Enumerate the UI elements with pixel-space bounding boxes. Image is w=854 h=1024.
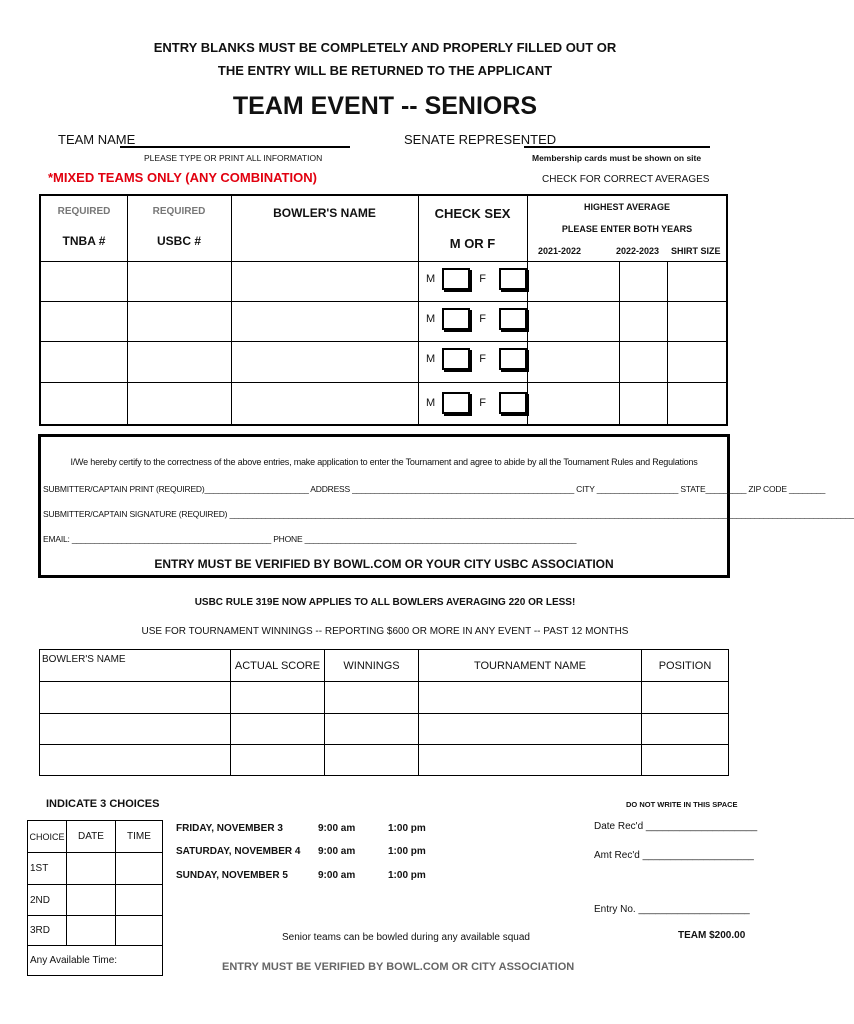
choice-header: CHOICE — [28, 821, 67, 853]
f-label: F — [479, 396, 487, 409]
winnings-table — [39, 649, 729, 776]
usbc-header: USBC # — [156, 234, 201, 248]
m-checkbox[interactable] — [442, 308, 470, 330]
membership-note: Membership cards must be shown on site — [532, 153, 702, 163]
senior-note: Senior teams can be bowled during any available squad — [282, 932, 530, 943]
header-line-1: ENTRY BLANKS MUST BE COMPLETELY AND PROPERLY FILLED OUT OR — [153, 40, 617, 55]
senate-label: SENATE REPRESENTED — [404, 132, 557, 147]
amount-received-field: Amt Rec'd ____________________ — [594, 850, 754, 861]
table-row — [40, 745, 729, 776]
bowler-name-header: BOWLER'S NAME — [273, 206, 376, 220]
shirt-size-header: SHIRT SIZE — [671, 246, 721, 256]
column-header: TOURNAMENT NAME — [419, 650, 642, 682]
page-title: TEAM EVENT -- SENIORS — [232, 92, 538, 120]
choices-title: INDICATE 3 CHOICES — [46, 798, 160, 810]
captain-signature-line[interactable]: SUBMITTER/CAPTAIN SIGNATURE (REQUIRED) __________________________________________________________________________________________________________________________________________ — [43, 509, 854, 519]
squad-day: SUNDAY, NOVEMBER 5 — [176, 870, 288, 881]
email-phone-line[interactable]: EMAIL: ____________________________________________ PHONE ____________________________________________________________ — [43, 534, 577, 544]
captain-print-line[interactable]: SUBMITTER/CAPTAIN PRINT (REQUIRED)_______________________ ADDRESS _________________________________________________ CITY __________________ STATE_________ ZIP CODE ________ — [43, 484, 826, 494]
date-received-field: Date Rec'd ____________________ — [594, 821, 758, 832]
year-2021-2022-header: 2021-2022 — [538, 246, 582, 256]
tnba-header: TNBA # — [62, 234, 106, 248]
m-label: M — [426, 352, 436, 365]
rule-title: USBC RULE 319E NOW APPLIES TO ALL BOWLERS AVERAGING 220 OR LESS! — [194, 597, 576, 608]
entry-number-field: Entry No. ____________________ — [594, 904, 750, 915]
certify-statement: I/We hereby certify to the correctness of the above entries, make application to enter the Tournament and agree to abide by all the Tournament Rules and Regulations — [70, 457, 698, 467]
squad-time-2: 1:00 pm — [388, 870, 426, 881]
column-header: ACTUAL SCORE — [231, 650, 325, 682]
column-header: POSITION — [642, 650, 729, 682]
m-label: M — [426, 312, 436, 325]
senate-field[interactable] — [524, 131, 710, 148]
f-checkbox[interactable] — [499, 392, 527, 414]
sex-check-row — [426, 268, 527, 290]
squad-day: SATURDAY, NOVEMBER 4 — [176, 846, 301, 857]
header-line-2: THE ENTRY WILL BE RETURNED TO THE APPLICANT — [217, 63, 553, 78]
roster-table — [39, 194, 728, 426]
choice-row-label: 1ST — [28, 853, 67, 885]
squad-time-1: 9:00 am — [318, 823, 356, 834]
verify-note: ENTRY MUST BE VERIFIED BY BOWL.COM OR YOUR CITY USBC ASSOCIATION — [154, 557, 614, 571]
rule-subtitle: USE FOR TOURNAMENT WINNINGS -- REPORTING $600 OR MORE IN ANY EVENT -- PAST 12 MONTHS — [141, 626, 629, 637]
squad-time-2: 1:00 pm — [388, 823, 426, 834]
column-header: BOWLER'S NAME — [40, 650, 231, 682]
table-row — [40, 682, 729, 714]
required-label-1: REQUIRED — [57, 206, 111, 217]
sex-check-row — [426, 392, 527, 414]
squad-day: FRIDAY, NOVEMBER 3 — [176, 823, 283, 834]
choice-row-label: 3RD — [28, 916, 67, 946]
m-label: M — [426, 396, 436, 409]
squad-time-2: 1:00 pm — [388, 846, 426, 857]
date-header: DATE — [67, 821, 116, 853]
f-label: F — [479, 272, 487, 285]
f-label: F — [479, 312, 487, 325]
enter-both-years-note: PLEASE ENTER BOTH YEARS — [561, 224, 693, 234]
f-label: F — [479, 352, 487, 365]
m-checkbox[interactable] — [442, 392, 470, 414]
squad-time-1: 9:00 am — [318, 846, 356, 857]
team-name-label: TEAM NAME — [58, 132, 136, 147]
squad-time-1: 9:00 am — [318, 870, 356, 881]
sex-check-row — [426, 308, 527, 330]
column-header: WINNINGS — [325, 650, 419, 682]
footer-verify-note: ENTRY MUST BE VERIFIED BY BOWL.COM OR CITY ASSOCIATION — [222, 961, 575, 973]
m-label: M — [426, 272, 436, 285]
office-use-title: DO NOT WRITE IN THIS SPACE — [626, 800, 738, 809]
m-checkbox[interactable] — [442, 268, 470, 290]
team-fee: TEAM $200.00 — [678, 930, 746, 941]
check-averages-note: CHECK FOR CORRECT AVERAGES — [542, 174, 710, 185]
table-row — [40, 714, 729, 745]
f-checkbox[interactable] — [499, 308, 527, 330]
m-or-f-header: M OR F — [449, 236, 496, 251]
f-checkbox[interactable] — [499, 268, 527, 290]
highest-average-header: HIGHEST AVERAGE — [583, 202, 670, 212]
required-label-2: REQUIRED — [152, 206, 206, 217]
print-note: PLEASE TYPE OR PRINT ALL INFORMATION — [144, 153, 323, 163]
team-name-field[interactable] — [120, 131, 350, 148]
check-sex-header: CHECK SEX — [434, 206, 511, 221]
sex-check-row — [426, 348, 527, 370]
choice-row-label: 2ND — [28, 885, 67, 916]
certification-box — [38, 434, 854, 578]
choices-table — [27, 820, 163, 976]
year-2022-2023-header: 2022-2023 — [616, 246, 660, 256]
any-available-time[interactable]: Any Available Time: — [28, 946, 163, 976]
m-checkbox[interactable] — [442, 348, 470, 370]
f-checkbox[interactable] — [499, 348, 527, 370]
time-header: TIME — [116, 821, 163, 853]
mixed-teams-note: *MIXED TEAMS ONLY (ANY COMBINATION) — [48, 170, 317, 185]
